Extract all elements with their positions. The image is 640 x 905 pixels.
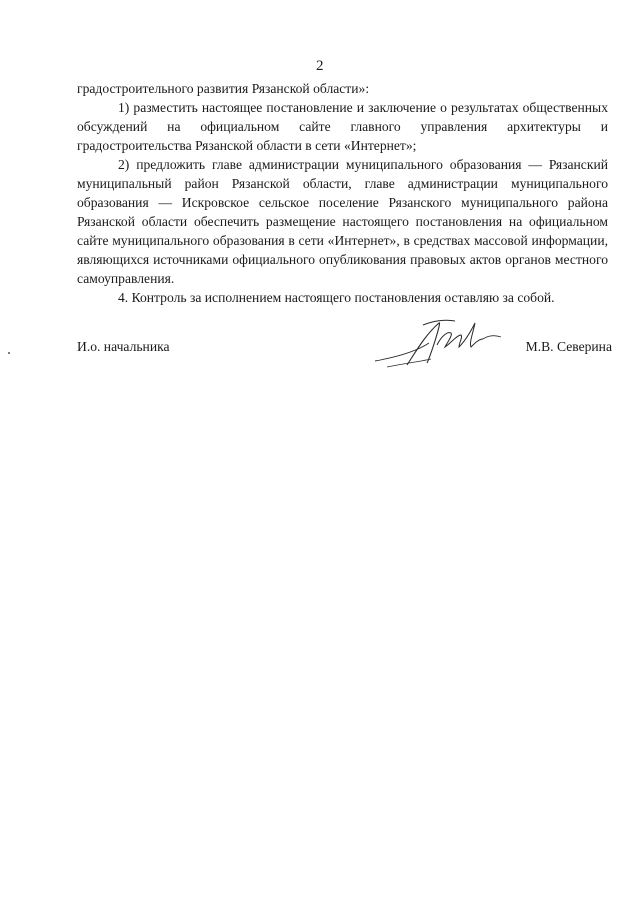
paragraph-item-2: 2) предложить главе администрации муниципального образования — Рязанский муниципальный район Рязанской области, главе администрации муниципального образования — Искровское сельское поселение Рязанского муниципального района Рязанской области обеспечить размещение настоящего постановления на официальном сайте муниципального образования в сети «Интернет», в средствах массовой информации, являющихся источниками официального опубликования правовых актов органов местного самоуправления. — [77, 157, 608, 286]
signer-position: И.о. начальника — [77, 339, 170, 354]
handwritten-signature — [367, 313, 517, 373]
paragraph-item-1: 1) разместить настоящее постановление и заключение о результатах общественных обсуждений на официальном сайте главного управления архитектуры и градостроительства Рязанской области в сети «Интернет»; — [77, 100, 608, 153]
document-body — [77, 79, 608, 307]
signer-name: М.В. Северина — [525, 339, 612, 354]
signature-block — [77, 339, 612, 379]
margin-mark — [8, 352, 10, 354]
page-number: 2 — [316, 58, 324, 74]
paragraph-item-4: 4. Контроль за исполнением настоящего постановления оставляю за собой. — [118, 290, 555, 305]
paragraph-continuation: градостроительного развития Рязанской области»: — [77, 81, 370, 96]
